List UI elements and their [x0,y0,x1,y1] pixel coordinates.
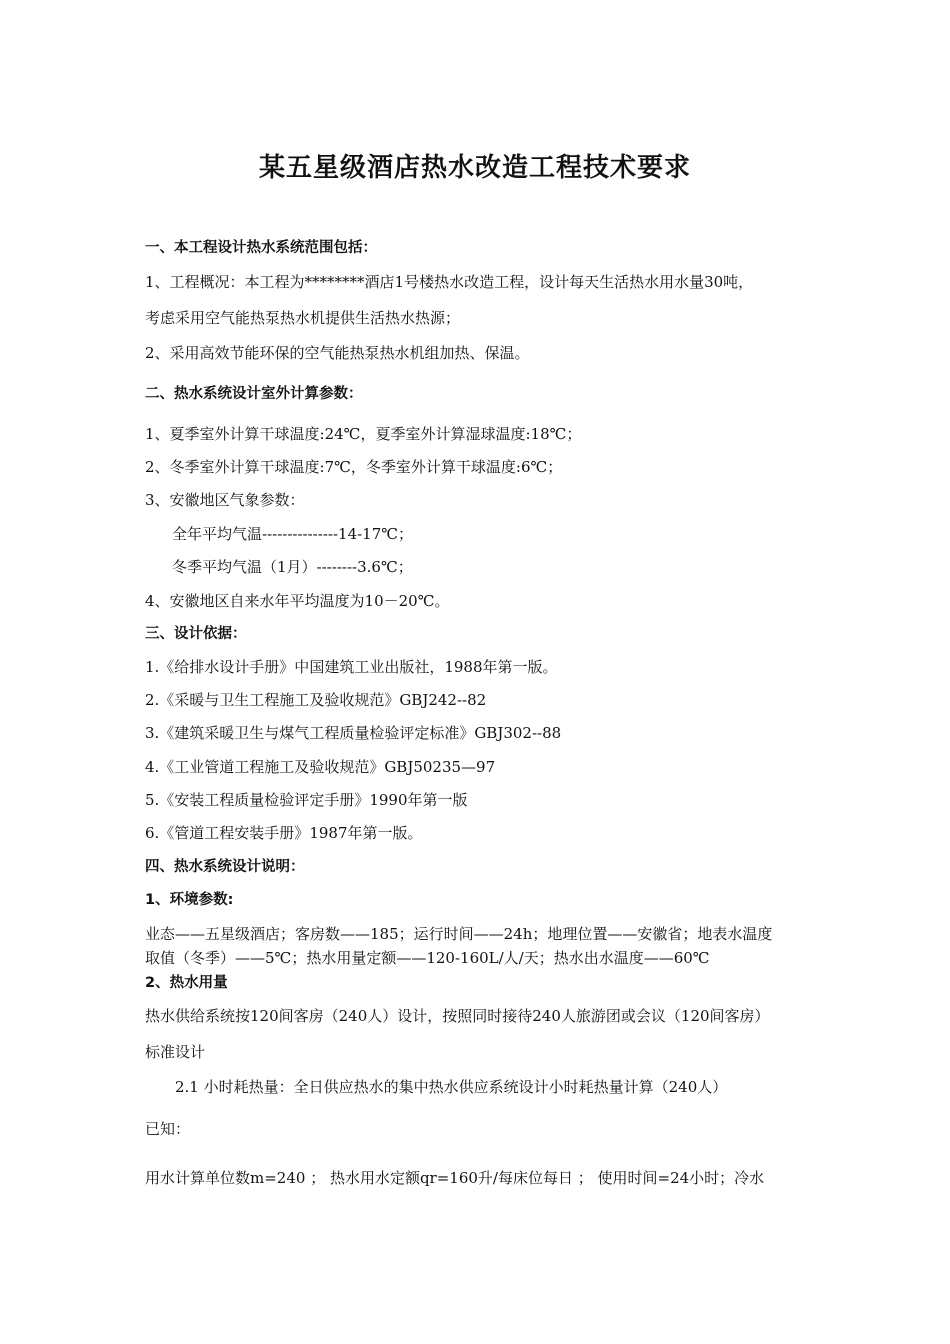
paragraph-line: 2.1 小时耗热量：全日供应热水的集中热水供应系统设计小时耗热量计算（240人） [175,1078,728,1096]
paragraph-line: 取值（冬季）——5℃；热水用量定额——120-160L/人/天；热水出水温度——60℃ [145,949,710,967]
section-heading-1: 一、本工程设计热水系统范围包括： [145,240,377,256]
reference-item: 2.《采暖与卫生工程施工及验收规范》GBJ242--82 [145,691,487,709]
document-title: 某五星级酒店热水改造工程技术要求 [258,153,691,183]
paragraph-line: 用水计算单位数m=240 ； 热水用水定额qr=160升/每床位每日 ； 使用时间=24小时；冷水 [145,1169,765,1187]
paragraph-line: 3、安徽地区气象参数： [145,491,305,509]
reference-item: 1.《给排水设计手册》中国建筑工业出版社，1988年第一版。 [145,658,558,676]
paragraph-line: 2、采用高效节能环保的空气能热泵热水机组加热、保温。 [145,344,530,362]
paragraph-line: 业态——五星级酒店；客房数——185；运行时间——24h；地理位置——安徽省；地表水温度 [145,925,773,943]
section-heading-3: 三、设计依据： [145,626,247,642]
paragraph-line: 考虑采用空气能热泵热水机提供生活热水热源； [145,309,461,327]
paragraph-line: 1、工程概况：本工程为********酒店1号楼热水改造工程，设计每天生活热水用水量30吨， [145,273,754,291]
subsection-heading: 2、热水用量 [145,975,228,991]
paragraph-line: 2、冬季室外计算干球温度:7℃，冬季室外计算干球温度:6℃； [145,458,563,476]
section-heading-4: 四、热水系统设计说明： [145,859,305,875]
subsection-heading: 1、环境参数: [145,892,234,908]
reference-item: 3.《建筑采暖卫生与煤气工程质量检验评定标准》GBJ302--88 [145,724,562,742]
paragraph-line: 已知： [145,1120,191,1138]
paragraph-line: 1、夏季室外计算干球温度:24℃，夏季室外计算湿球温度:18℃； [145,425,582,443]
paragraph-line: 标准设计 [145,1043,206,1061]
paragraph-line: 冬季平均气温（1月）--------3.6℃； [172,558,413,576]
reference-item: 5.《安装工程质量检验评定手册》1990年第一版 [145,791,468,809]
paragraph-line: 全年平均气温---------------14-17℃； [172,525,414,543]
paragraph-line: 4、安徽地区自来水年平均温度为10－20℃。 [145,592,450,610]
reference-item: 4.《工业管道工程施工及验收规范》GBJ50235—97 [145,758,496,776]
reference-item: 6.《管道工程安装手册》1987年第一版。 [145,824,423,842]
section-heading-2: 二、热水系统设计室外计算参数： [145,386,363,402]
paragraph-line: 热水供给系统按120间客房（240人）设计，按照同时接待240人旅游团或会议（120间客房） [145,1007,770,1025]
